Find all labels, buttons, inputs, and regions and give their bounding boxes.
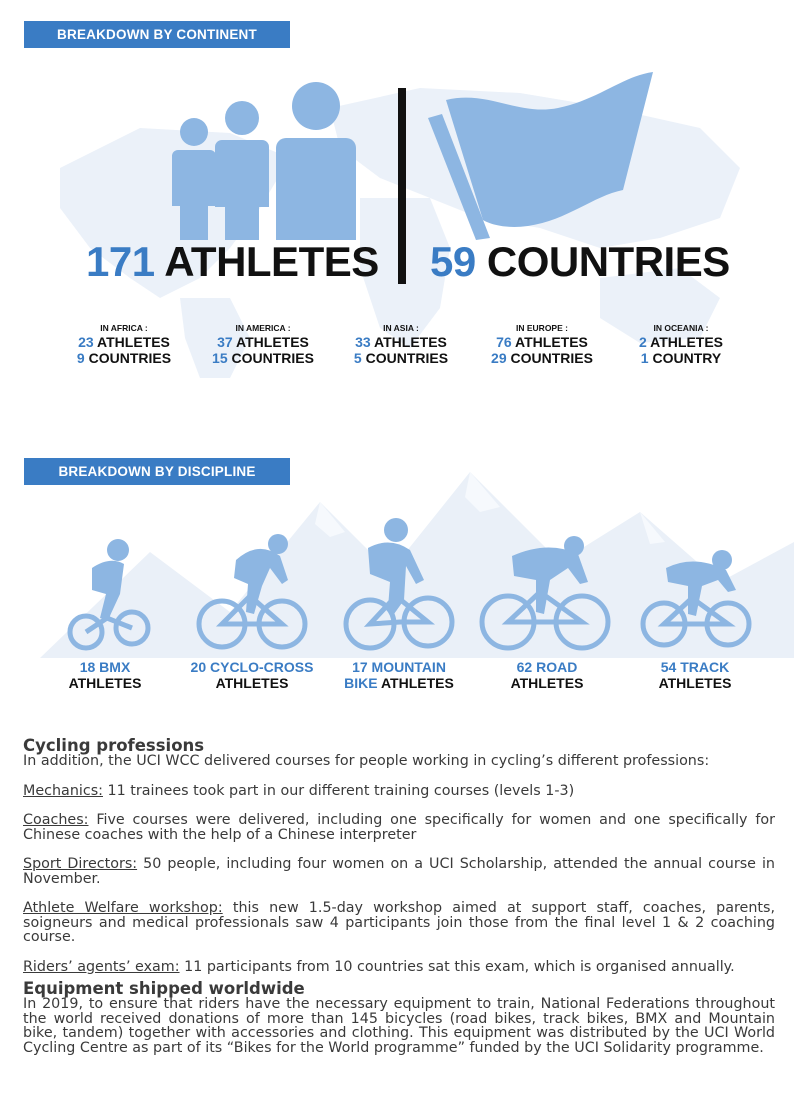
- countries-number: 5: [353, 350, 362, 366]
- body-text: [23, 738, 775, 1070]
- countries-label: COUNTRIES: [365, 350, 449, 366]
- item-text: 50 people, including four women on a UCI Scholarship, attended the annual course in November.: [23, 856, 775, 887]
- discipline-track: [620, 659, 770, 691]
- discipline-athletes-label: ATHLETES: [380, 675, 454, 691]
- discipline-name: CYCLO-CROSS: [210, 659, 314, 675]
- athletes-label: ATHLETES: [97, 334, 170, 350]
- discipline-count: 62: [516, 659, 533, 675]
- discipline-count: 18: [79, 659, 96, 675]
- continent-europe: [477, 322, 607, 366]
- discipline-cyclocross: [177, 659, 327, 691]
- discipline-athletes-label: ATHLETES: [658, 675, 732, 691]
- discipline-bmx: [30, 659, 180, 691]
- continent-asia: [336, 322, 466, 366]
- countries-label: COUNTRY: [652, 350, 722, 366]
- athletes-label: ATHLETES: [374, 334, 447, 350]
- discipline-athletes-label: ATHLETES: [215, 675, 289, 691]
- discipline-name: ROAD: [536, 659, 578, 675]
- athletes-label: ATHLETES: [515, 334, 588, 350]
- coaches-paragraph: [23, 813, 775, 842]
- countries-number: 1: [640, 350, 649, 366]
- athletes-number: 33: [355, 334, 371, 350]
- road-rider-icon: [478, 536, 612, 652]
- continent-name: IN ASIA :: [383, 323, 419, 333]
- athletes-label: ATHLETES: [236, 334, 309, 350]
- discipline-name: TRACK: [680, 659, 730, 675]
- athletes-total-label: ATHLETES: [164, 238, 379, 285]
- discipline-count: 54: [660, 659, 677, 675]
- item-label: Riders’ agents’ exam:: [23, 958, 180, 975]
- agents-exam-paragraph: [23, 960, 775, 975]
- athlete-welfare-paragraph: [23, 901, 775, 945]
- continent-name: IN AFRICA :: [100, 323, 148, 333]
- continent-name: IN EUROPE :: [516, 323, 568, 333]
- bmx-rider-icon: [62, 538, 152, 654]
- stats-divider: [398, 88, 406, 284]
- item-label: Mechanics:: [23, 782, 103, 799]
- athletes-label: ATHLETES: [650, 334, 724, 350]
- countries-number: 9: [76, 350, 85, 366]
- item-text: Five courses were delivered, including one specifically for women and one specifically for Chinese coaches with the help of a Chinese interpreter: [23, 812, 775, 843]
- athletes-number: 37: [217, 334, 233, 350]
- discipline-count: 17: [352, 659, 368, 675]
- countries-total-number: 59: [430, 238, 476, 285]
- countries-label: COUNTRIES: [510, 350, 593, 366]
- continent-oceania: [616, 322, 746, 366]
- countries-label: COUNTRIES: [231, 350, 314, 366]
- cyclocross-rider-icon: [196, 534, 308, 652]
- discipline-road: [472, 659, 622, 691]
- athletes-number: 23: [78, 334, 94, 350]
- people-icon: [172, 80, 370, 240]
- athletes-total-number: 171: [86, 238, 155, 285]
- discipline-name: MOUNTAIN: [371, 659, 446, 675]
- item-label: Coaches:: [23, 812, 89, 828]
- track-rider-icon: [640, 550, 752, 650]
- countries-total: [430, 238, 730, 286]
- discipline-athletes-label: ATHLETES: [68, 675, 142, 691]
- professions-heading: Cycling professions: [23, 736, 205, 755]
- countries-label: COUNTRIES: [88, 350, 172, 366]
- sport-directors-paragraph: [23, 857, 775, 886]
- continent-name: IN AMERICA :: [235, 323, 291, 333]
- discipline-mountain-bike: [324, 659, 474, 691]
- athletes-number: 2: [638, 334, 647, 350]
- athletes-total: [86, 238, 379, 286]
- discipline-athletes-label: ATHLETES: [510, 675, 584, 691]
- item-text: this new 1.5-day workshop aimed at support staff, coaches, parents, soigneurs and medical professionals saw 4 participants join those from the final level 1 & 2 coaching course.: [23, 900, 776, 945]
- professions-intro: In addition, the UCI WCC delivered courses for people working in cycling’s different professions:: [23, 753, 710, 769]
- discipline-section-header: BREAKDOWN BY DISCIPLINE: [24, 458, 290, 485]
- continent-america: [198, 322, 328, 366]
- mechanics-paragraph: [23, 784, 775, 799]
- item-label: Sport Directors:: [23, 856, 138, 872]
- discipline-name-cont: BIKE: [344, 675, 378, 691]
- item-text: 11 trainees took part in our different training courses (levels 1-3): [102, 782, 575, 799]
- discipline-count: 20: [190, 659, 207, 675]
- item-label: Athlete Welfare workshop:: [23, 900, 223, 916]
- continent-section-header: BREAKDOWN BY CONTINENT: [24, 21, 290, 48]
- equipment-paragraph: In 2019, to ensure that riders have the necessary equipment to train, National Federations throughout the world received donations of more than 145 bicycles (road bikes, track bikes, BMX and Mountain bike, tandem) together with accessories and clothing. This equipment was distributed by the UCI World Cycling Centre as part of its “Bikes for the World programme” funded by the UCI Solidarity programme.: [23, 996, 775, 1056]
- item-text: 11 participants from 10 countries sat this exam, which is organised annually.: [179, 958, 735, 975]
- countries-total-label: COUNTRIES: [486, 238, 730, 285]
- mountain-bike-rider-icon: [340, 518, 456, 652]
- athletes-number: 76: [496, 334, 512, 350]
- continent-africa: [59, 322, 189, 366]
- flag-icon: [428, 70, 658, 240]
- countries-number: 29: [491, 350, 507, 366]
- countries-number: 15: [212, 350, 228, 366]
- equipment-heading: Equipment shipped worldwide: [23, 979, 305, 998]
- continent-name: IN OCEANIA :: [653, 323, 709, 333]
- discipline-name: BMX: [99, 659, 131, 675]
